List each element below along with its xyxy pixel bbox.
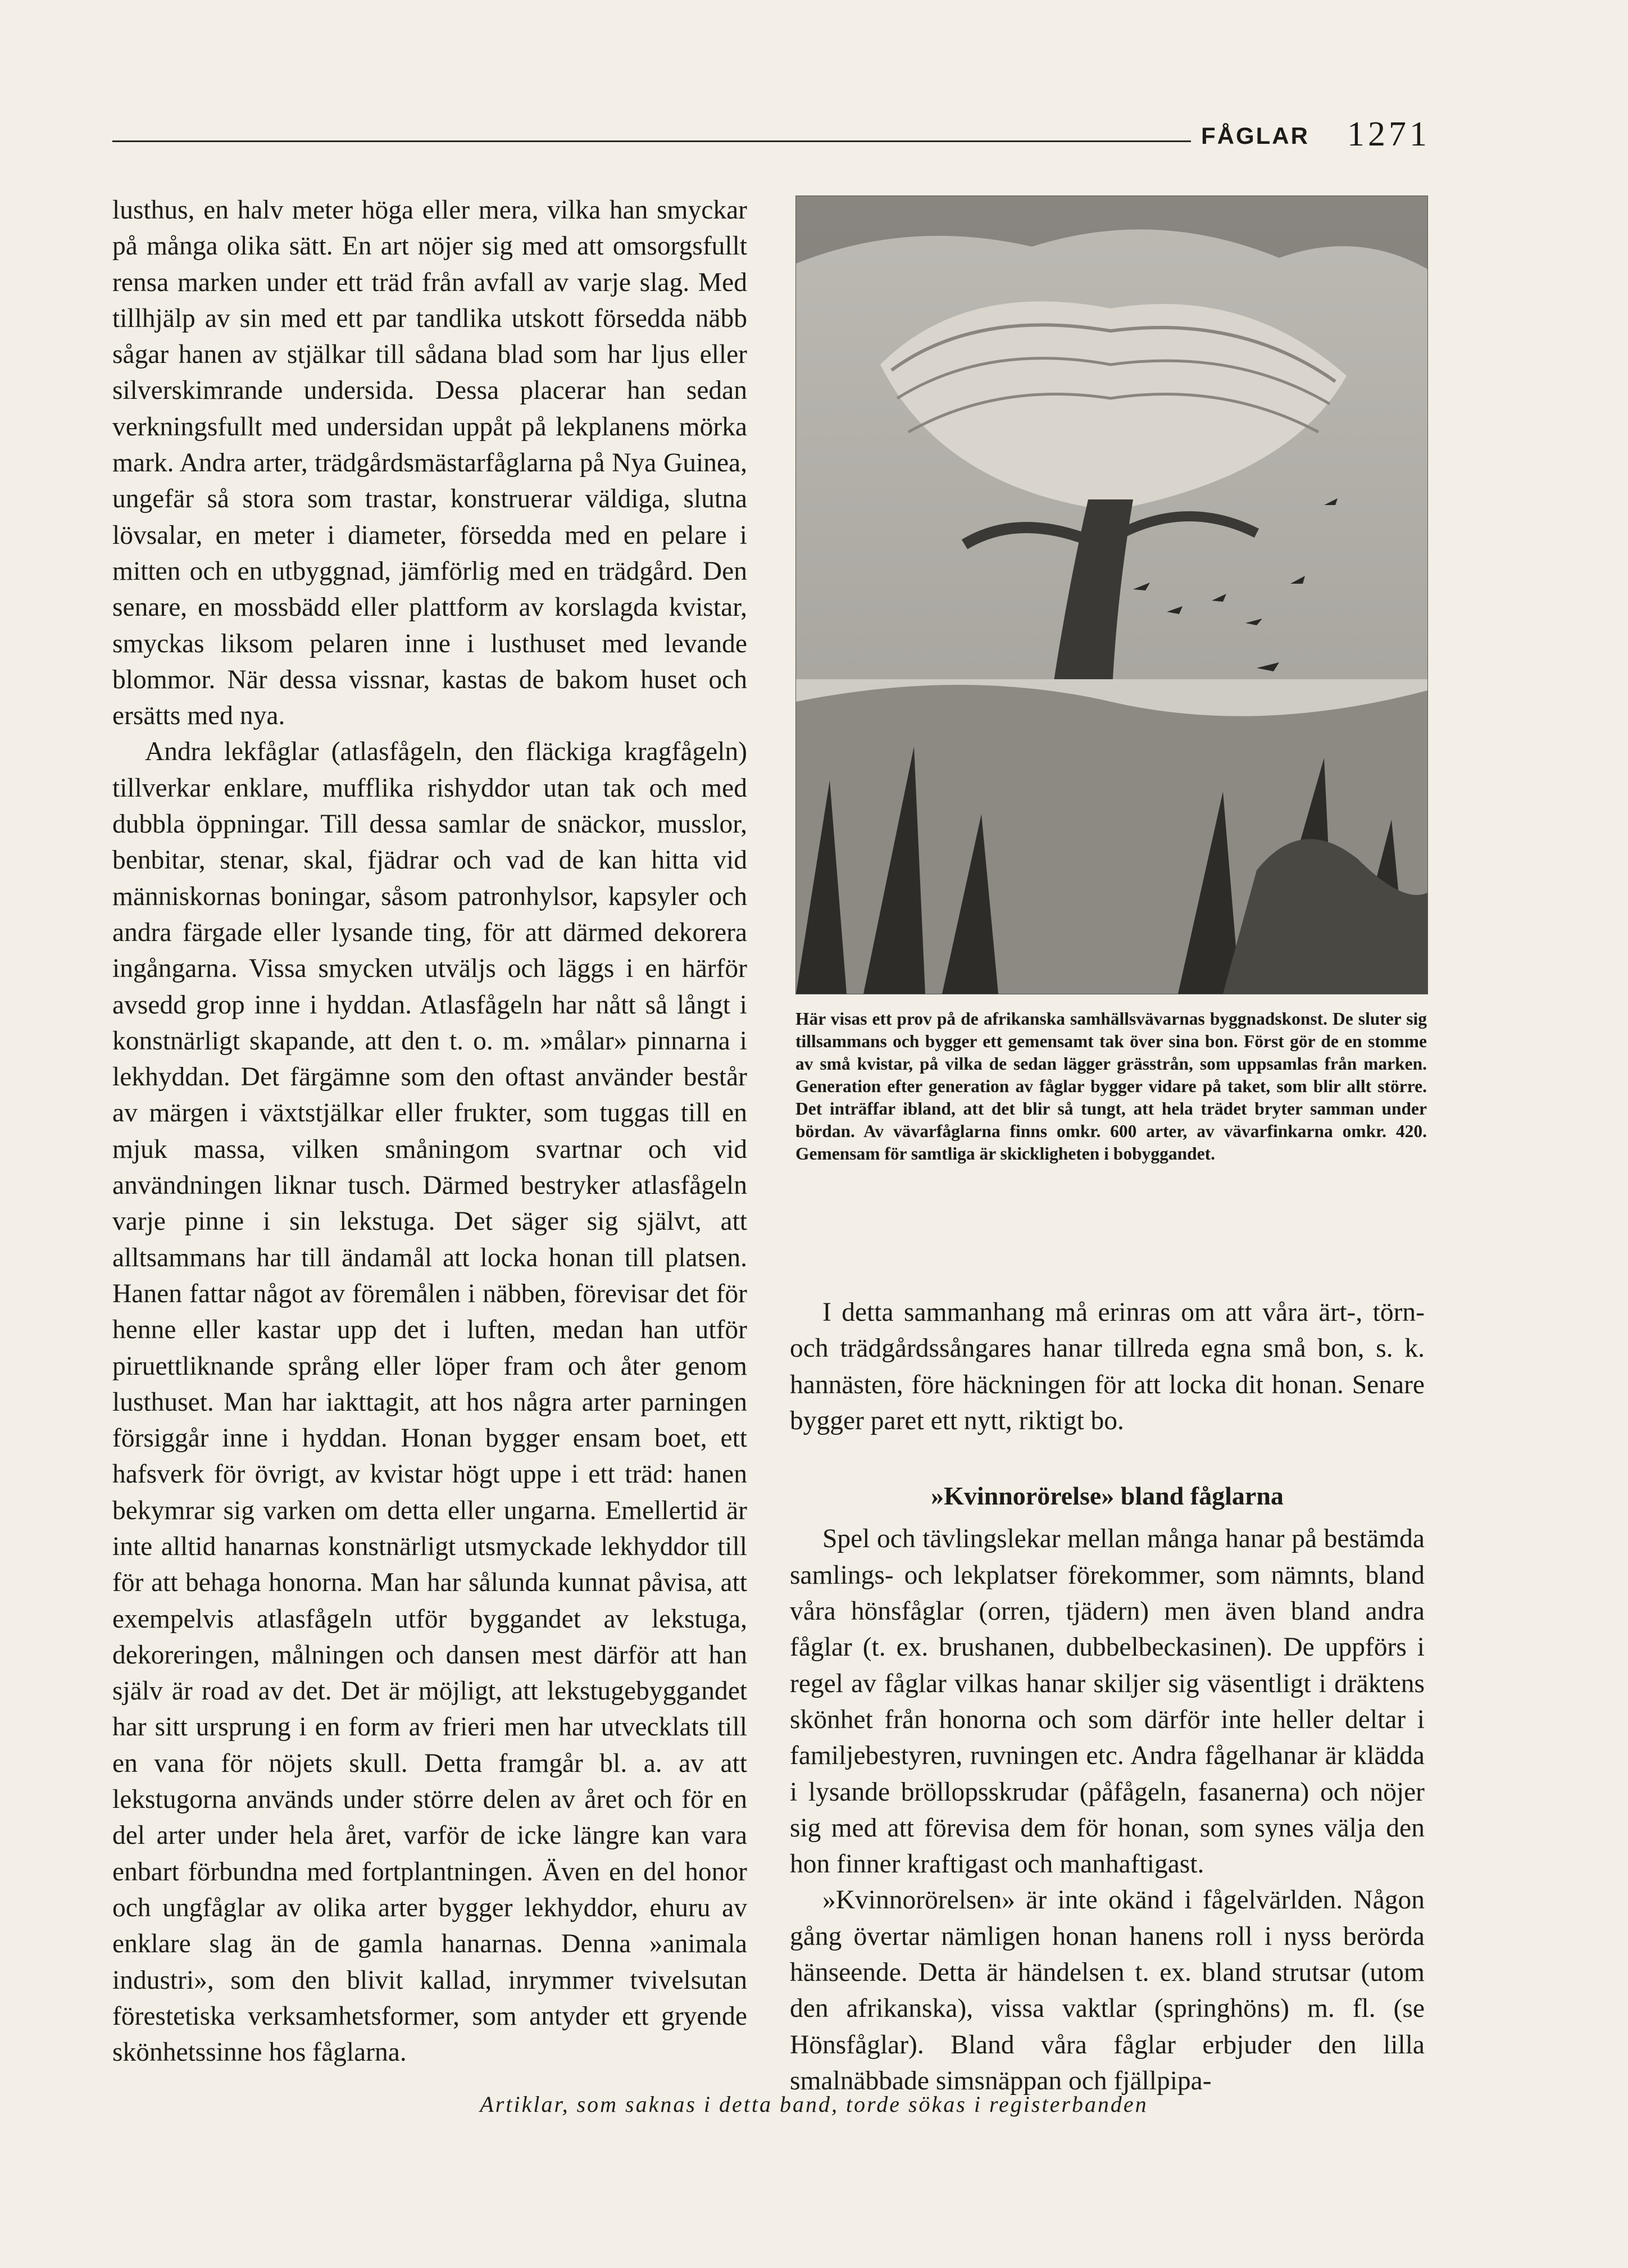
figure-caption: Här visas ett prov på de afrikanska samhällsvävarnas byggnadskonst. De sluter sig tillsammans och bygger ett gemensamt tak över sina bon. Först gör de en stomme av små kvistar, på vilka de sedan lägger grässtrån, som uppsamlas från marken. Generation efter generation av fåglar bygger vidare på taket, som blir allt större. Det inträffar ibland, att det blir så tungt, att hela trädet bryter samman under bördan. Av vävarfåglarna finns omkr. 600 arter, av vävarfinkarna omkr. 420. Gemensam för samtliga är skickligheten i bobyggandet.	[795, 1009, 1427, 1163]
right-paragraph-2: »Kvinnorörelsen» är inte okänd i fågelvärlden. Någon gång övertar nämligen honan hanens roll i nyss berörda hänseende. Detta är händelsen t. ex. bland strutsar (utom den afrikanska), vissa vaktlar (springhöns) m. fl. (se Hönsfåglar). Bland våra fåglar erbjuder den lilla smalnäbbade simsnäppan och fjällpipa-	[790, 1885, 1425, 2096]
right-paragraph-1: Spel och tävlingslekar mellan många hanar på bestämda samlings- och lekplatser förekommer, som nämnts, bland våra hönsfåglar (orren, tjädern) men även bland andra fåglar (t. ex. brushanen, dubbelbeckasinen). De uppförs i regel av fåglar vilkas hanar skiljer sig väsentligt i dräktens skönhet från honorna och som därför inte heller deltar i familjebestyren, ruvningen etc. Andra fågelhanar är klädda i lysande bröllopsskrudar (påfågeln, fasanerna) och nöjer sig med att förevisa dem för honan, som synes välja den hon finner kraftigast och manhaftigast.	[790, 1524, 1425, 1879]
right-column	[790, 1294, 1425, 2099]
page-number: 1271	[1347, 115, 1430, 153]
section-heading: »Kvinnorörelse» bland fåglarna	[931, 1481, 1284, 1511]
weaver-nest-illustration	[795, 196, 1428, 994]
footer-note: Artiklar, som saknas i detta band, torde sökas i registerbanden	[480, 2092, 1148, 2117]
left-column	[112, 192, 747, 2070]
right-intro-paragraph: I detta sammanhang må erinras om att våra ärt-, törn- och trädgårdssångares hanar tillreda egna små bon, s. k. hannästen, före häckningen för att locka dit honan. Senare bygger paret ett nytt, riktigt bo.	[790, 1298, 1425, 1435]
left-paragraph-2: Andra lekfåglar (atlasfågeln, den fläckiga kragfågeln) tillverkar enklare, mufflika rishyddor utan tak och med dubbla öppningar. Till dessa samlar de snäckor, musslor, benbitar, stenar, skal, fjädrar och vad de kan hitta vid människornas boningar, såsom patronhylsor, kapsyler och andra färgade eller lysande ting, för att därmed dekorera ingångarna. Vissa smycken utväljs och läggs i en härför avsedd grop inne i hyddan. Atlasfågeln har nått så långt i konstnärligt skapande, att den t. o. m. »målar» pinnarna i lekhyddan. Det färgämne som den oftast använder består av märgen i växtstjälkar eller frukter, som tuggas till en mjuk massa, vilken småningom svartnar och vid användningen liknar tusch. Därmed bestryker atlasfågeln varje pinne i sin lekstuga. Det säger sig självt, att alltsammans har till ändamål att locka honan till platsen. Hanen fattar något av föremålen i näbben, förevisar det för henne eller kastar upp det i luften, medan han utför piruettliknande språng eller löper fram och åter genom lusthuset. Man har iakttagit, att hos några arter parningen försiggår inne i hyddan. Honan bygger ensam boet, ett hafsverk för övrigt, av kvistar högt uppe i ett träd: hanen bekymrar sig varken om detta eller ungarna. Emellertid är inte alltid hanarnas konstnärligt utsmyckade lekhyddor till för att behaga honorna. Man har sålunda kunnat påvisa, att exempelvis atlasfågeln utför byggandet av lekstuga, dekoreringen, målningen och dansen mest därför att han själv är road av det. Det är möjligt, att lekstugebyggandet har sitt ursprung i en form av frieri men har utvecklats till en vana för nöjets skull. Detta framgår bl. a. av att lekstugorna används under större delen av året och för en del arter under hela året, varför de icke längre kan vara enbart förbundna med fortplantningen. Även en del honor och ungfåglar av olika arter bygger lekhyddor, ehuru av enklare slag än de gamla hanarnas. Denna »animala industri», som den blivit kallad, inrymmer tvivelsutan förestetiska verksamhetsformer, som antyder ett gryende skönhetssinne hos fåglarna.	[112, 737, 747, 2067]
running-head: FÅGLAR	[1201, 122, 1309, 149]
left-paragraph-1: lusthus, en halv meter höga eller mera, vilka han smyckar på många olika sätt. En art nöjer sig med att omsorgsfullt rensa marken under ett träd från avfall av varje slag. Med tillhjälp av sin med ett par tandlika utskott försedda näbb sågar hanen av stjälkar till sådana blad som har ljus eller silverskimrande undersida. Dessa placerar han sedan verkningsfullt med undersidan uppåt på lekplanens mörka mark. Andra arter, trädgårdsmästarfåglarna på Nya Guinea, ungefär så stora som trastar, konstruerar väldiga, slutna lövsalar, en meter i diameter, försedda med en pelare i mitten och en utbyggnad, jämförlig med en trädgård. Den senare, en mossbädd eller plattform av korslagda kvistar, smyckas liksom pelaren inne i lusthuset med levande blommor. När dessa vissnar, kastas de bakom huset och ersätts med nya.	[112, 196, 747, 731]
tree-nest-drawing	[796, 196, 1427, 994]
header-rule	[112, 140, 1191, 142]
